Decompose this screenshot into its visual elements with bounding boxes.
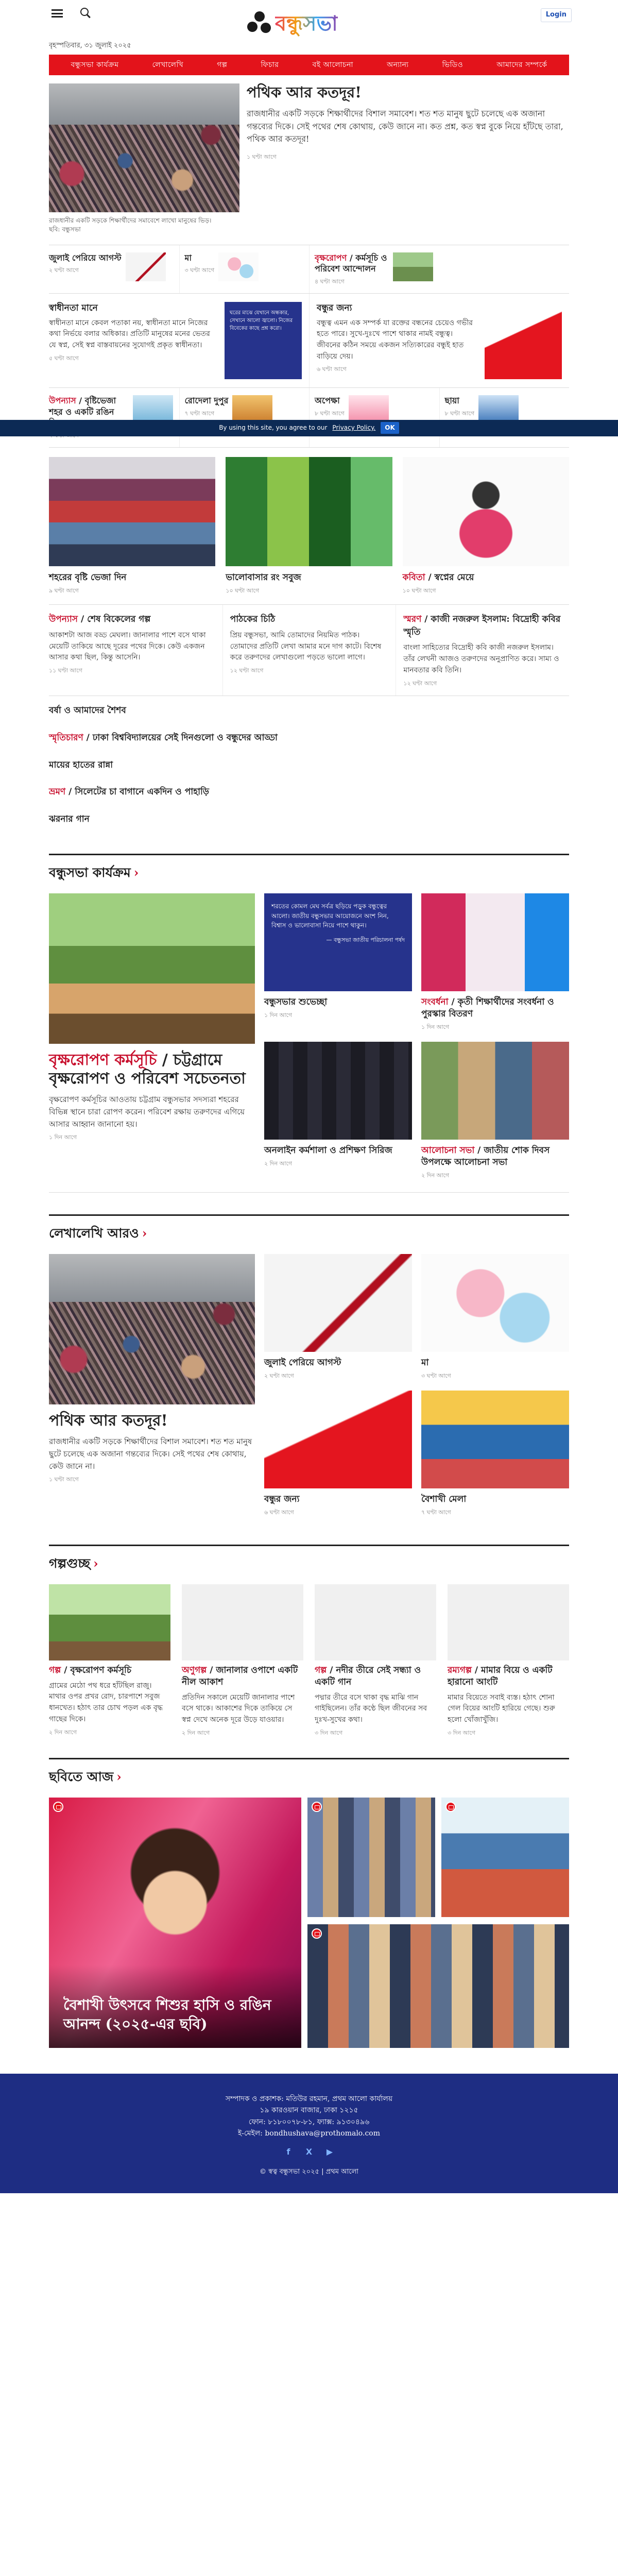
card-summary: গ্রামের মেঠো পথ ধরে হাঁটছিল রাজু। মাথার ওপর প্রখর রোদ, চারপাশে সবুজ ধানখেত। হঠাৎ তার চোখ পড়ল এক বৃদ্ধ গাছের দিকে। [49,1681,163,1723]
card-title[interactable]: মা [421,1357,429,1368]
writing-section [49,1254,569,1529]
main-navigation [49,55,569,75]
footer-address [0,2093,618,2140]
card-image[interactable] [182,1584,303,1660]
feature-headline[interactable]: বৃক্ষরোপণ কর্মসূচি / চট্টগ্রামে বৃক্ষরোপণ ও পরিবেশ সচেতনতা [49,1050,246,1088]
card-time: ২ ঘণ্টা আগে [264,1372,294,1379]
card-image[interactable] [421,893,569,991]
feature-photo[interactable] [49,893,255,1044]
gallery-tile[interactable] [307,1798,435,1917]
gallery-main-photo[interactable] [49,1798,301,2048]
card-image[interactable] [421,1391,569,1488]
card-time: ১ দিন আগে [421,1023,450,1030]
card-image[interactable] [421,1042,569,1140]
card-time: ১০ ঘণ্টা আগে [226,587,260,595]
date-line: বৃহস্পতিবার, ৩১ জুলাই ২০২৫ [49,42,131,49]
card-thumbnail[interactable] [393,252,433,281]
footer-line: ফোন: ৮১৮০০৭৮-৮১, ফ্যাক্স: ৯১৩০৪৯৬ [248,2117,370,2126]
card-image[interactable] [403,457,569,566]
card-title[interactable]: বন্ধুসভার শুভেচ্ছা [264,996,328,1007]
card-kicker: উপন্যাস [49,614,78,625]
text-card[interactable] [396,605,569,696]
feature-time: ১ ঘণ্টা আগে [49,1476,79,1483]
opinion-card[interactable] [309,294,569,387]
footer-line: সম্পাদক ও প্রকাশক: মতিউর রহমান, প্রথম আলো কার্যালয় [225,2094,393,2103]
feature-summary: রাজধানীর একটি সড়কে শিক্ষার্থীদের বিশাল সমাবেশ। শত শত মানুষ ছুটে চলেছে এক অজানা গন্তব্যের দিকে। সেই পথের শেষ কোথায়, কেউ জানে না। [49,1436,252,1471]
card-time: ৫ ঘণ্টা আগে [49,354,79,362]
news-card[interactable] [179,388,310,447]
camera-icon [445,1802,456,1812]
card-time: ১০ ঘণ্টা আগে [402,587,436,595]
card-image[interactable] [264,1042,412,1140]
card-title[interactable]: শহরের বৃষ্টি ভেজা দিন [49,572,127,583]
card-title[interactable]: মা [184,252,192,263]
section-title-photos[interactable]: ছবিতে আজ › [49,1758,569,1786]
card-title[interactable]: কবিতা / স্বপ্নের মেয়ে [402,572,474,583]
activity-card[interactable] [421,893,569,1031]
image-row [49,448,569,605]
card-summary: বন্ধুত্ব এমন এক সম্পর্ক যা রক্তের বন্ধনের চেয়েও গভীর হতে পারে। সুখে-দুঃখে পাশে থাকার নামই বন্ধুত্ব। জীবনের কঠিন সময়ে একজন সত্যিকারের বন্ধুই হাত বাড়িয়ে দেয়। [317,318,473,361]
activities-section [49,893,569,1193]
card-title[interactable]: বন্ধুর জন্য [317,302,352,313]
story-card[interactable] [448,1584,569,1737]
chevron-right-icon: › [142,1225,147,1241]
card-title[interactable]: স্মরণ / কাজী নজরুল ইসলাম: বিদ্রোহী কবির স্মৃতি [403,614,561,637]
card-title[interactable]: স্বাধীনতা মানে [49,302,98,313]
feature-summary: বৃক্ষরোপণ কর্মসূচির আওতায় চট্টগ্রাম বন্ধুসভার সদস্যরা শহরের বিভিন্ন স্থানে চারা রোপণ করেন। পরিবেশ রক্ষায় তরুণদের এগিয়ে আসার আহ্বান জানানো হয়। [49,1094,245,1129]
card-summary: বাংলা সাহিত্যের বিদ্রোহী কবি কাজী নজরুল ইসলাম। তাঁর লেখনী আজও তরুণদের অনুপ্রাণিত করে। সাম্য ও মানবতার কবি তিনি। [403,643,559,674]
card-time: ১২ ঘণ্টা আগে [230,667,264,674]
text-card[interactable] [222,605,396,696]
site-logo[interactable] [247,7,371,40]
youtube-icon[interactable]: ▶ [326,2146,333,2157]
card-title[interactable]: অনলাইন কর্মশালা ও প্রশিক্ষণ সিরিজ [264,1145,392,1156]
gallery-tile[interactable] [307,1924,569,2048]
card-title[interactable]: আলোচনা সভা / জাতীয় শোক দিবস উপলক্ষে আলোচনা সভা [421,1145,550,1167]
card-thumbnail[interactable] [485,302,562,379]
card-summary: প্রতিদিন সকালে মেয়েটি জানালার পাশে বসে থাকে। আকাশের দিকে তাকিয়ে সে স্বপ্ন দেখে অনেক দূরে উড়ে যাওয়ার। [182,1693,295,1724]
lead-photo[interactable] [49,83,239,212]
card-kicker: উপন্যাস [49,395,76,405]
cookie-text: By using this site, you agree to our [219,423,328,431]
facebook-icon[interactable]: f [286,2146,290,2157]
writing-card[interactable] [264,1254,412,1380]
card-time: ৪ ঘণ্টা আগে [315,278,345,285]
image-card[interactable] [49,457,215,596]
card-title[interactable]: গল্প / নদীর তীরে সেই সন্ধ্যা ও একটি গান [315,1665,421,1687]
menu-icon[interactable] [52,9,63,18]
nav-item[interactable]: গল্প [217,60,228,69]
poster-text: শরতের কোমল মেঘ সর্বত্র ছড়িয়ে পড়ুক বন্ধুত্বের আলো। জাতীয় বন্ধুসভার আয়োজনে অংশ নিন, বিশ্বাস ও ভালোবাসা নিয়ে পাশে থাকুন। [271,902,389,929]
nav-item[interactable]: আমাদের সম্পর্কে [496,60,547,69]
x-icon[interactable]: X [305,2146,313,2157]
lead-summary: রাজধানীর একটি সড়কে শিক্ষার্থীদের বিশাল সমাবেশ। শত শত মানুষ ছুটে চলেছে এক অজানা গন্তব্যের দিকে। সেই পথের শেষ কোথায়, কেউ জানে না। কত প্রশ্ন, কত স্বপ্ন বুকে নিয়ে হাঁটছে তারা, পথিক আর কতদূর! [247,108,563,144]
login-button[interactable]: Login [541,8,572,22]
news-row [49,388,569,448]
card-image[interactable] [421,1254,569,1352]
chevron-right-icon: › [93,1555,98,1571]
news-card[interactable] [179,245,310,293]
card-title[interactable]: রম্যগল্প / মামার বিয়ে ও একটি হারানো আংটি [448,1665,553,1687]
activity-column [421,893,569,1180]
card-title[interactable]: গল্প / বৃক্ষরোপণ কর্মসূচি [49,1665,132,1675]
card-time: ১ দিন আগে [264,1011,293,1019]
nav-item[interactable]: ভিডিও [442,60,464,69]
card-title[interactable]: উপন্যাস / শেষ বিকেলের গল্প [49,614,151,625]
site-header [0,0,618,55]
card-image[interactable] [264,1254,412,1352]
camera-icon [312,1928,322,1939]
footer-line: ১৯ কারওয়ান বাজার, ঢাকা ১২১৫ [260,2106,358,2115]
text-row [49,605,569,696]
section-title-stories[interactable]: গল্পগুচ্ছ › [49,1545,569,1573]
activity-column [264,893,412,1180]
footer-line[interactable]: ই-মেইল: bondhushava@prothomalo.com [238,2129,380,2138]
card-time: ৩ দিন আগে [315,1729,343,1736]
lead-story [49,75,569,245]
card-image[interactable] [264,1391,412,1488]
card-time: ৭ ঘণ্টা আগে [421,1509,451,1516]
news-row [49,245,569,294]
news-card[interactable] [49,388,179,447]
nav-item[interactable]: অন্যান্য [387,60,409,69]
image-card[interactable] [403,457,569,596]
writing-column [421,1254,569,1517]
writing-card[interactable] [421,1391,569,1517]
list-item[interactable]: স্মৃতিচারণ / ঢাকা বিশ্ববিদ্যালয়ের সেই দিনগুলো ও বন্ধুদের আড্ডা [49,733,278,743]
search-icon[interactable] [80,8,89,16]
cookie-ok-button[interactable]: OK [381,422,399,434]
text-card[interactable] [49,605,222,696]
card-time: ২ দিন আগে [182,1729,210,1736]
card-kicker: স্মরণ [403,614,422,625]
card-time: ২ ঘণ্টা আগে [49,267,79,274]
card-time: ৩ দিন আগে [448,1729,476,1736]
card-kicker: বৃক্ষরোপণ [315,252,347,263]
card-summary: পদ্মার তীরে বসে থাকা বৃদ্ধ মাঝি গান গাইছিলেন। তাঁর কণ্ঠে ছিল জীবনের সব দুঃখ-সুখের কথা। [315,1693,427,1724]
card-title[interactable]: বৃক্ষরোপণ / কর্মসূচি ও পরিবেশ আন্দোলন [315,252,387,274]
card-thumbnail[interactable] [126,252,166,281]
item-kicker: ভ্রমণ [49,787,66,798]
activity-card[interactable] [421,1042,569,1180]
section-title-activities[interactable]: বন্ধুসভা কার্যক্রম › [49,854,569,882]
card-summary: স্বাধীনতা মানে কেবল পতাকা নয়, স্বাধীনতা মানে নিজের কথা নির্ভয়ে বলার অধিকার। প্রতিটি মানুষের মনের ভেতর যে স্বপ্ন, সেই স্বপ্ন বাস্তবায়নের সুযোগই প্রকৃত স্বাধীনতা। [49,318,210,349]
card-summary: প্রিয় বন্ধুসভা, আমি তোমাদের নিয়মিত পাঠক। তোমাদের প্রতিটি লেখা আমার মনে দাগ কাটে। বিশেষ করে তরুণদের লেখাগুলো পড়তে ভালো লাগে। [230,631,382,662]
headline-list [49,696,569,847]
camera-icon [53,1802,63,1812]
card-time: ৮ ঘণ্টা আগে [444,410,475,417]
logo-wordmark: বন্ধুসভা [275,9,338,39]
card-title[interactable]: পাঠকের চিঠি [230,614,276,625]
item-kicker: স্মৃতিচারণ [49,733,83,743]
card-time: ৮ ঘণ্টা আগে [315,410,345,417]
card-time: ৬ ঘণ্টা আগে [317,366,347,373]
stories-section [49,1584,569,1753]
card-image[interactable] [315,1584,436,1660]
news-card[interactable] [309,245,439,293]
card-time: ১২ ঘণ্টা আগে [403,680,437,687]
poster-image[interactable] [264,893,412,991]
cookie-banner [0,420,618,436]
nav-item[interactable]: বন্ধুসভা কার্যক্রম [71,60,119,69]
quote-poster[interactable] [225,302,302,379]
list-item[interactable]: ঝরনার গান [49,814,90,825]
photo-gallery [49,1798,569,2069]
writing-card[interactable] [264,1391,412,1517]
list-item[interactable]: মায়ের হাতের রান্না [49,759,113,770]
opinion-card[interactable] [49,294,309,387]
card-thumbnail[interactable] [218,252,259,281]
card-title[interactable]: অপেক্ষা [315,395,340,405]
card-time: ২ দিন আগে [49,1728,77,1736]
feature-story[interactable] [49,1254,255,1517]
card-image[interactable] [448,1584,569,1660]
story-card[interactable] [49,1584,170,1737]
camera-icon [312,1802,322,1812]
card-title[interactable]: ভালোবাসার রং সবুজ [226,572,301,583]
card-kicker: কবিতা [402,572,425,583]
story-card[interactable] [315,1584,436,1737]
card-title[interactable]: জুলাই পেরিয়ে আগস্ট [49,252,122,263]
nav-item[interactable]: ফিচার [261,60,279,69]
feature-photo[interactable] [49,1254,255,1404]
card-title[interactable]: বন্ধুর জন্য [264,1494,300,1504]
card-image[interactable] [49,1584,170,1660]
card-title[interactable]: ছায়া [444,395,459,405]
chevron-right-icon: › [116,1769,122,1784]
lead-time: ১ ঘণ্টা আগে [247,154,277,161]
copyright: © স্বত্ব বন্ধুসভা ২০২৫ | প্রথম আলো [260,2167,358,2176]
card-title[interactable]: বৈশাখী মেলা [421,1494,467,1504]
card-time: ৬ ঘণ্টা আগে [264,1509,294,1516]
logo-mark-icon [247,11,272,36]
card-title[interactable]: জুলাই পেরিয়ে আগস্ট [264,1357,341,1368]
card-title[interactable]: সংবর্ধনা / কৃতী শিক্ষার্থীদের সংবর্ধনা ও পুরস্কার বিতরণ [421,996,554,1019]
lead-headline[interactable]: পথিক আর কতদূর! [247,83,362,101]
card-title[interactable]: রোদেলা দুপুর [184,395,229,405]
feature-headline[interactable]: পথিক আর কতদূর! [49,1411,168,1430]
story-card[interactable] [182,1584,303,1737]
news-card[interactable] [49,245,179,293]
nav-item[interactable]: বই আলোচনা [312,60,353,69]
news-card[interactable] [309,388,439,447]
section-title-writing[interactable]: লেখালেখি আরও › [49,1214,569,1243]
activity-card[interactable] [264,893,412,1031]
feature-story[interactable] [49,893,255,1180]
card-time: ৩ ঘণ্টা আগে [421,1372,451,1379]
privacy-policy-link[interactable]: Privacy Policy. [332,423,376,431]
writing-column [264,1254,412,1517]
social-links [0,2146,618,2157]
news-card[interactable] [439,388,570,447]
card-summary: আকাশটা আজ বড্ড মেঘলা। জানালার পাশে বসে থাকা মেয়েটি তাকিয়ে আছে দূরের পথের দিকে। কেউ একজন আসার কথা ছিল, কিন্তু আসেনি। [49,631,206,662]
card-time: ৩ ঘণ্টা আগে [184,267,215,274]
poster-signature: — বন্ধুসভা জাতীয় পরিচালনা পর্ষদ [326,936,405,943]
image-card[interactable] [226,457,392,596]
list-item[interactable]: বর্ষা ও আমাদের শৈশব [49,705,126,716]
card-time: ২ দিন আগে [264,1160,293,1167]
quote-text: ঘরের মাঝে যেখানে অন্ধকার, সেখানে আলো জ্বালো। নিজের বিবেকের কাছে প্রশ্ন করো। [230,310,293,331]
writing-card[interactable] [421,1254,569,1380]
site-footer [0,2074,618,2193]
chevron-right-icon: › [133,865,139,880]
card-time: ১১ ঘণ্টা আগে [49,667,82,674]
list-item[interactable]: ভ্রমণ / সিলেটের চা বাগানে একদিন ও পাহাড়ি [49,787,210,798]
gallery-tile[interactable] [441,1798,569,1917]
card-time: ২ দিন আগে [421,1172,450,1179]
card-title[interactable]: উপন্যাস / বৃষ্টিভেজা শহর ও একটি রঙিন [49,395,116,417]
card-time: ৯ ঘণ্টা আগে [49,587,79,595]
card-image[interactable] [49,457,215,566]
card-time: ৭ ঘণ্টা আগে [184,410,215,417]
card-summary: মামার বিয়েতে সবাই ব্যস্ত। হঠাৎ শোনা গেল বিয়ের আংটি হারিয়ে গেছে। শুরু হলো খোঁজাখুঁজি। [448,1693,555,1724]
nav-item[interactable]: লেখালেখি [152,60,184,69]
opinion-row [49,294,569,388]
card-title[interactable]: অণুগল্প / জানালার ওপাশে একটি নীল আকাশ [182,1665,298,1687]
feature-time: ১ দিন আগে [49,1133,77,1141]
activity-card[interactable] [264,1042,412,1180]
card-image[interactable] [226,457,392,566]
gallery-main-title[interactable]: বৈশাখী উৎসবে শিশুর হাসি ও রঙিন আনন্দ (২০২৫-এর ছবি) [49,1965,301,2048]
lead-caption: রাজধানীর একটি সড়কে শিক্ষার্থীদের সমাবেশে লাখো মানুষের ভিড়। ছবি: বন্ধুসভা [49,217,212,233]
